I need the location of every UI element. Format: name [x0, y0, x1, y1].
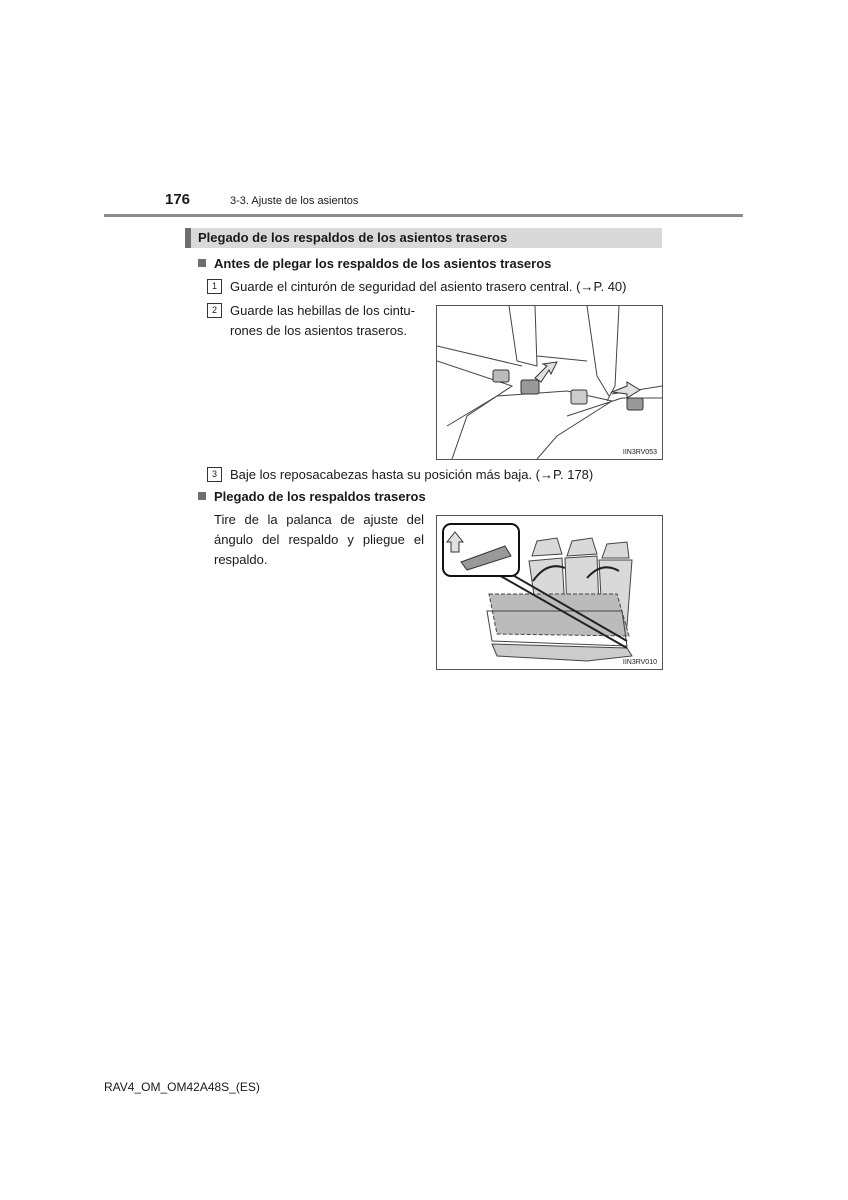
footer-document-id: RAV4_OM_OM42A48S_(ES)	[104, 1080, 260, 1094]
folding-seatbacks-illustration	[437, 516, 662, 669]
page-number: 176	[165, 191, 191, 208]
paragraph-line-3: respaldo.	[214, 552, 268, 567]
section-title-bar: Plegado de los respaldos de los asientos traseros	[185, 228, 662, 248]
step-text: Guarde el cinturón de seguridad del asiento trasero central. (→P. 40)	[230, 279, 627, 294]
step-text-line-2: rones de los asientos traseros.	[230, 323, 408, 338]
step-text: Baje los reposacabezas hasta su posición más baja. (→P. 178)	[230, 467, 594, 482]
figure-folding-seatbacks	[436, 515, 663, 670]
paragraph-line-1: Tire de la palanca de ajuste del	[214, 512, 424, 527]
paragraph-line-2: ángulo del respaldo y pliegue el	[214, 532, 424, 547]
header-rule	[104, 214, 743, 217]
figure-code: IIN3RV010	[622, 659, 657, 666]
chapter-title: 3-3. Ajuste de los asientos	[230, 195, 359, 207]
subsection-heading-text: Antes de plegar los respaldos de los asientos traseros	[214, 256, 552, 271]
step-number-box: 1	[207, 279, 222, 294]
seat-buckles-illustration	[437, 306, 662, 459]
step-number-box: 3	[207, 467, 222, 482]
step-number-box: 2	[207, 303, 222, 318]
bullet-square-icon	[198, 492, 206, 500]
figure-seat-buckles	[436, 305, 663, 460]
subsection-heading-before-folding	[198, 256, 551, 271]
subsection-heading-folding	[198, 489, 426, 504]
folding-instructions	[214, 510, 424, 570]
subsection-heading-text: Plegado de los respaldos traseros	[214, 489, 426, 504]
step-text-line-1: Guarde las hebillas de los cintu-	[230, 303, 415, 318]
bullet-square-icon	[198, 259, 206, 267]
figure-code: IIN3RV053	[622, 449, 657, 456]
